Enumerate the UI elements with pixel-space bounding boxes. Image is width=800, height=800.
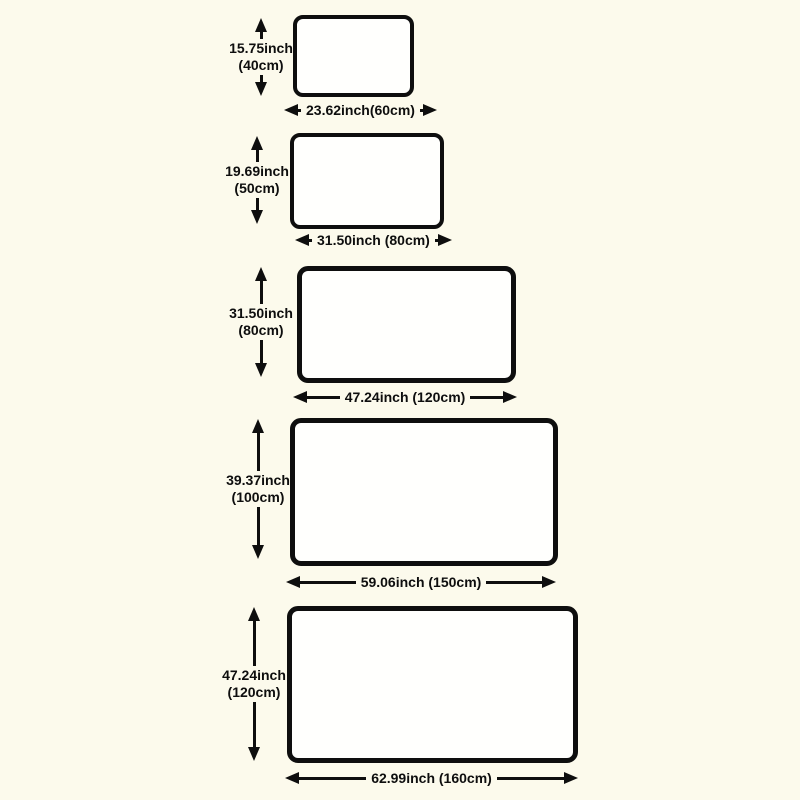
- arrow-right-icon: [503, 391, 517, 403]
- height-dimension: [222, 136, 292, 224]
- arrow-down-icon: [252, 545, 264, 559]
- dimension-line: [253, 621, 256, 666]
- dimension-line: [307, 396, 340, 399]
- arrow-down-icon: [251, 210, 263, 224]
- width-dimension: [284, 102, 421, 118]
- height-dimension: [222, 419, 294, 559]
- height-inches: 15.75inch: [229, 40, 293, 57]
- dimension-line: [257, 433, 260, 471]
- arrow-left-icon: [295, 234, 309, 246]
- arrow-down-icon: [248, 747, 260, 761]
- height-cm: (120cm): [227, 684, 281, 700]
- width-label: 47.24inch (120cm): [344, 389, 466, 405]
- arrow-up-icon: [251, 136, 263, 150]
- mat-rectangle: [297, 266, 516, 383]
- mat-rectangle: [290, 418, 558, 566]
- dimension-line: [260, 32, 263, 39]
- dimension-line: [256, 198, 259, 210]
- mat-rectangle: [287, 606, 578, 763]
- width-label: 59.06inch (150cm): [360, 574, 482, 590]
- dimension-line: [257, 507, 260, 545]
- arrow-up-icon: [248, 607, 260, 621]
- height-label: [222, 666, 286, 702]
- dimension-line: [256, 150, 259, 162]
- dimension-line: [260, 281, 263, 304]
- height-label: [226, 471, 290, 507]
- width-label: 31.50inch (80cm): [317, 232, 430, 248]
- arrow-left-icon: [293, 391, 307, 403]
- dimension-line: [260, 75, 263, 82]
- dimension-line: [260, 340, 263, 363]
- width-label: 62.99inch (160cm): [371, 770, 492, 786]
- arrow-up-icon: [255, 18, 267, 32]
- height-inches: 47.24inch: [222, 667, 286, 684]
- arrow-right-icon: [438, 234, 452, 246]
- dimension-line: [470, 396, 503, 399]
- height-inches: 31.50inch: [229, 305, 293, 322]
- arrow-left-icon: [286, 576, 300, 588]
- height-inches: 39.37inch: [226, 472, 290, 489]
- width-label: 23.62inch(60cm): [306, 102, 415, 118]
- height-dimension: [226, 18, 296, 96]
- arrow-right-icon: [564, 772, 578, 784]
- height-cm: (40cm): [238, 57, 284, 73]
- height-dimension: [218, 607, 290, 761]
- dimension-line: [253, 702, 256, 747]
- height-cm: (100cm): [231, 489, 285, 505]
- height-dimension: [226, 267, 296, 377]
- height-inches: 19.69inch: [225, 163, 289, 180]
- arrow-up-icon: [255, 267, 267, 281]
- height-cm: (80cm): [238, 322, 284, 338]
- dimension-line: [497, 777, 564, 780]
- height-label: [229, 304, 293, 340]
- width-dimension: [286, 574, 556, 590]
- height-label: [229, 39, 293, 75]
- arrow-left-icon: [284, 104, 298, 116]
- height-label: [225, 162, 289, 198]
- dimension-line: [299, 777, 366, 780]
- dimension-line: [486, 581, 542, 584]
- dimension-line: [300, 581, 356, 584]
- mat-rectangle: [293, 15, 414, 97]
- arrow-left-icon: [285, 772, 299, 784]
- width-dimension: [295, 232, 446, 248]
- width-dimension: [293, 389, 517, 405]
- arrow-right-icon: [542, 576, 556, 588]
- arrow-right-icon: [423, 104, 437, 116]
- arrow-down-icon: [255, 82, 267, 96]
- mat-rectangle: [290, 133, 444, 229]
- arrow-down-icon: [255, 363, 267, 377]
- height-cm: (50cm): [234, 180, 280, 196]
- width-dimension: [285, 770, 578, 786]
- arrow-up-icon: [252, 419, 264, 433]
